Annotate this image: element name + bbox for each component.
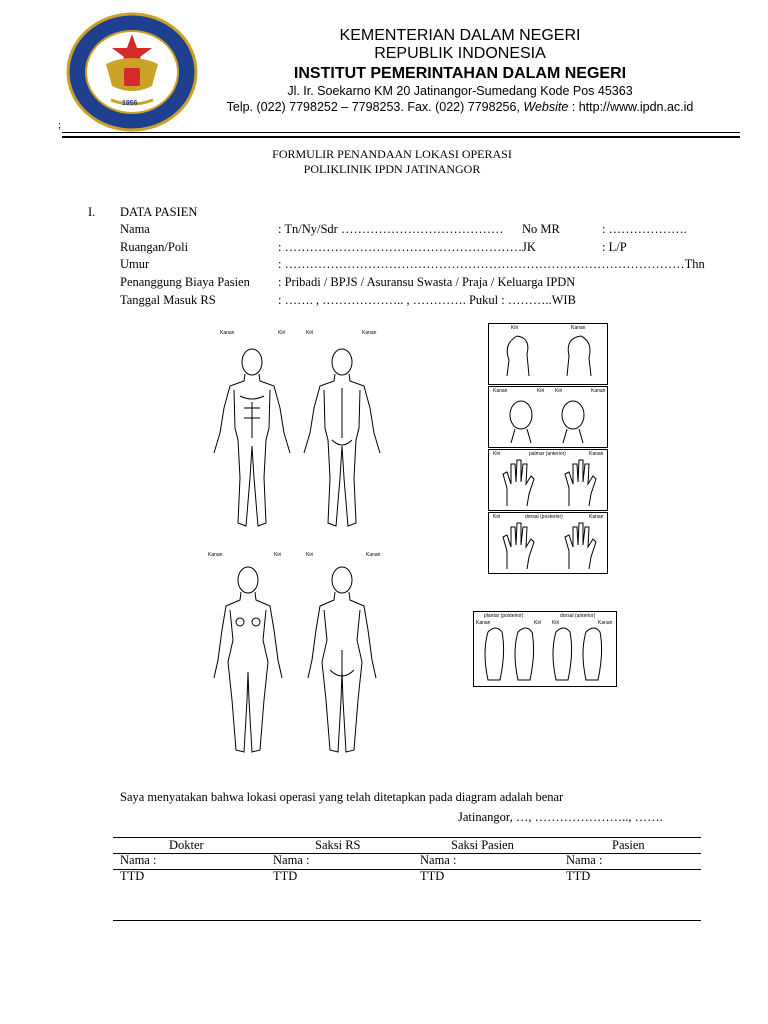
field-value-nama[interactable]: : Tn/Ny/Sdr ………………………………… bbox=[278, 222, 504, 236]
table-bottom-rule bbox=[113, 920, 701, 921]
field-label-tanggal: Tanggal Masuk RS bbox=[120, 293, 216, 307]
logo-year: 1956 bbox=[122, 100, 138, 107]
field-value-ruangan[interactable]: : ………………………………………………… bbox=[278, 240, 523, 254]
sign-field-saksi-rs[interactable]: TTD bbox=[273, 869, 298, 883]
dorsal-label-1: Kiri bbox=[493, 514, 501, 520]
header-rule-thick bbox=[62, 136, 740, 138]
country-name: REPUBLIK INDONESIA bbox=[374, 45, 546, 62]
dorsal-label-3: Kanan bbox=[589, 514, 604, 520]
sign-field-saksi-pasien[interactable]: TTD bbox=[420, 869, 445, 883]
name-field-pasien[interactable]: Nama : bbox=[566, 853, 603, 867]
palmar-label-2: palmar (anterior) bbox=[529, 451, 566, 457]
stray-mark: ; bbox=[58, 119, 62, 131]
sign-field-dokter[interactable]: TTD bbox=[120, 869, 145, 883]
head-side-label-3: Kiri bbox=[555, 388, 563, 394]
header-saksi-pasien: Saksi Pasien bbox=[451, 838, 514, 852]
form-subtitle: POLIKLINIK IPDN JATINANGOR bbox=[303, 162, 481, 176]
institution-logo bbox=[66, 12, 198, 132]
dorsal-label-2: dorsal (posterior) bbox=[525, 514, 563, 520]
feet-label-5: Kiri bbox=[552, 620, 560, 626]
feet-label-6: Kanan bbox=[598, 620, 613, 626]
female-label-2: Kiri bbox=[274, 552, 282, 558]
field-label-ruangan: Ruangan/Poli bbox=[120, 240, 189, 254]
contact-line bbox=[190, 100, 730, 114]
address-line: Jl. Ir. Soekarno KM 20 Jatinangor-Sumedang Kode Pos 45363 bbox=[287, 84, 633, 98]
feet-label-2: dorsal (anterior) bbox=[560, 613, 596, 619]
dorsal-hands-panel bbox=[488, 512, 608, 574]
section-title: DATA PASIEN bbox=[120, 205, 198, 219]
place-date[interactable]: Jatinangor, …, ………………….., ……. bbox=[458, 810, 663, 824]
palmar-label-3: Kanan bbox=[589, 451, 604, 457]
head-front-label-2: Kanan bbox=[571, 325, 586, 331]
field-value-tanggal[interactable]: : ……. , ……………….. , …………. Pukul : ………..WIB bbox=[278, 293, 576, 307]
name-field-saksi-rs[interactable]: Nama : bbox=[273, 853, 310, 867]
feet-label-4: Kiri bbox=[534, 620, 542, 626]
feet-panel bbox=[473, 611, 617, 687]
field-label-jk: JK bbox=[522, 240, 536, 254]
palmar-label-1: Kiri bbox=[493, 451, 501, 457]
female-label-4: Kanan bbox=[366, 552, 381, 558]
field-value-nomr[interactable]: : ………………. bbox=[602, 222, 687, 236]
male-label-3: Kiri bbox=[306, 330, 314, 336]
head-side-label-1: Kanan bbox=[493, 388, 508, 394]
field-value-umur[interactable]: : ……………………………………………………………………………………Thn bbox=[278, 257, 705, 271]
statement-text: Saya menyatakan bahwa lokasi operasi yang telah ditetapkan pada diagram adalah benar bbox=[120, 790, 564, 804]
name-field-saksi-pasien[interactable]: Nama : bbox=[420, 853, 457, 867]
feet-label-3: Kanan bbox=[476, 620, 491, 626]
head-front-label-1: Kiri bbox=[511, 325, 519, 331]
contact-prefix: Telp. (022) 7798252 – 7798253. Fax. (022) 7798256, bbox=[226, 100, 524, 114]
name-field-dokter[interactable]: Nama : bbox=[120, 853, 157, 867]
institution-name: INSTITUT PEMERINTAHAN DALAM NEGERI bbox=[293, 65, 627, 82]
male-label-4: Kanan bbox=[362, 330, 377, 336]
female-label-3: Kiri bbox=[306, 552, 314, 558]
field-label-nomr: No MR bbox=[522, 222, 560, 236]
field-label-umur: Umur bbox=[120, 257, 150, 271]
male-label-2: Kiri bbox=[278, 330, 286, 336]
head-side-label-2: Kiri bbox=[537, 388, 545, 394]
feet-label-1: plantar (posterior) bbox=[484, 613, 524, 619]
sign-field-pasien[interactable]: TTD bbox=[566, 869, 591, 883]
field-label-nama: Nama bbox=[120, 222, 150, 236]
section-number: I. bbox=[88, 205, 96, 219]
table-header-rule bbox=[113, 853, 701, 854]
male-label-1: Kanan bbox=[220, 330, 235, 336]
website-url[interactable]: : http://www.ipdn.ac.id bbox=[568, 100, 694, 114]
ministry-name: KEMENTERIAN DALAM NEGERI bbox=[339, 27, 581, 44]
head-front-panel bbox=[488, 323, 608, 385]
field-value-jk[interactable]: : L/P bbox=[602, 240, 627, 254]
website-label: Website bbox=[523, 100, 569, 114]
male-body-diagram bbox=[200, 328, 400, 538]
head-side-label-4: Kanan bbox=[591, 388, 606, 394]
head-side-panel bbox=[488, 386, 608, 448]
header-rule-thin bbox=[62, 132, 740, 133]
female-body-diagram bbox=[200, 550, 400, 765]
field-label-penanggung: Penanggung Biaya Pasien bbox=[120, 275, 250, 289]
form-title: FORMULIR PENANDAAN LOKASI OPERASI bbox=[272, 147, 512, 161]
header-dokter: Dokter bbox=[169, 838, 204, 852]
header-saksi-rs: Saksi RS bbox=[315, 838, 361, 852]
palmar-hands-panel bbox=[488, 449, 608, 511]
header-pasien: Pasien bbox=[612, 838, 645, 852]
field-value-penanggung[interactable]: : Pribadi / BPJS / Asuransu Swasta / Praja / Keluarga IPDN bbox=[278, 275, 576, 289]
female-label-1: Kanan bbox=[208, 552, 223, 558]
table-name-rule bbox=[113, 869, 701, 870]
